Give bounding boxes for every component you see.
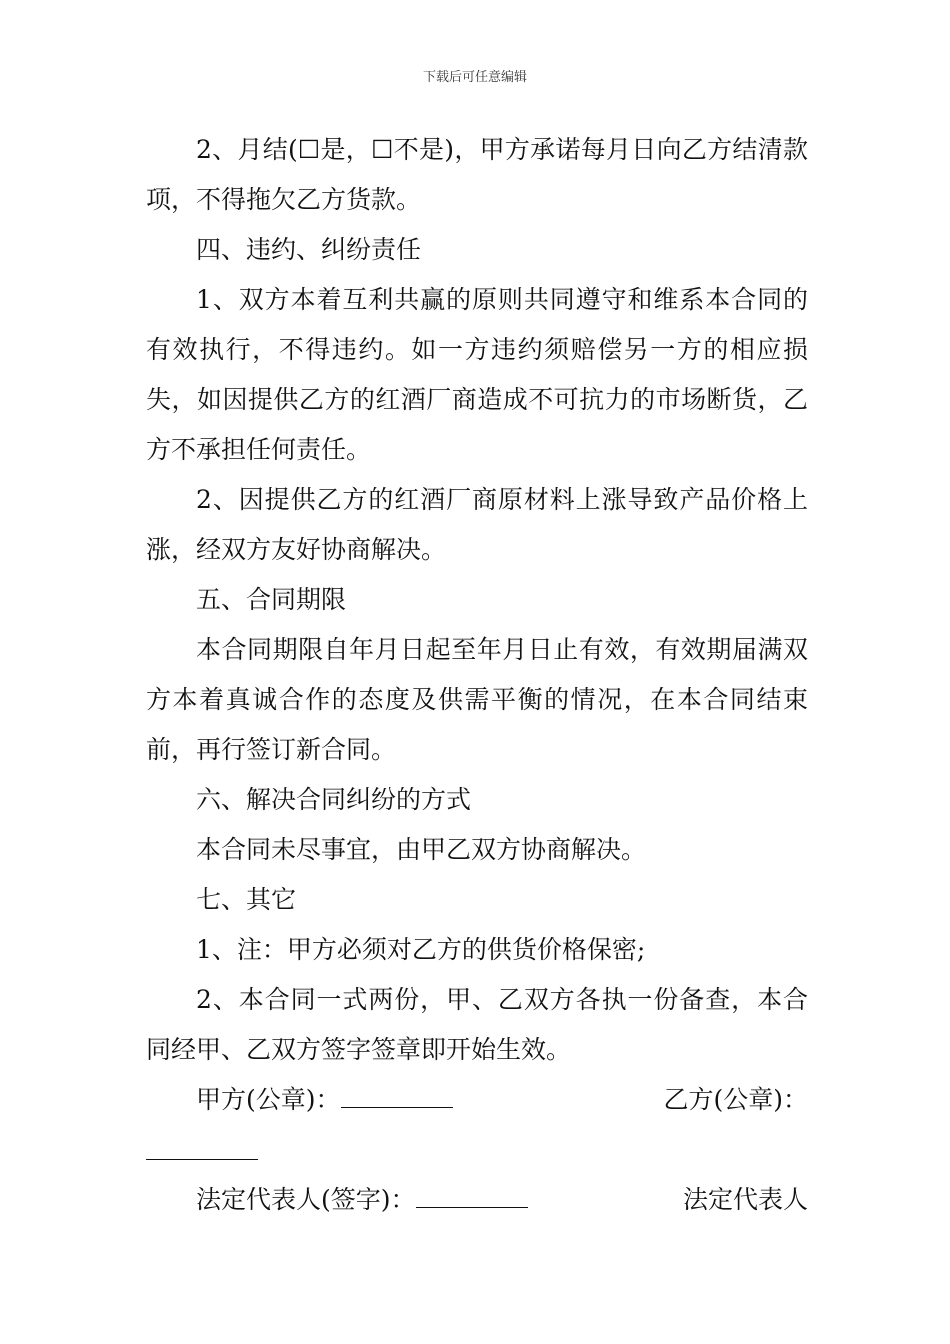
party-a-seal-label: 甲方(公章)：	[196, 1085, 341, 1114]
document-body	[146, 125, 808, 1225]
legal-rep-row	[146, 1175, 808, 1225]
party-a-seal-blank[interactable]	[341, 1077, 453, 1108]
paragraph-other-1: 1、注：甲方必须对乙方的供货价格保密;	[196, 935, 646, 964]
heading-breach-liability: 四、违约、纠纷责任	[196, 235, 422, 264]
paragraph-dispute-resolution: 本合同未尽事宜，由甲乙双方协商解决。	[196, 835, 647, 864]
paragraph-breach-1: 1、双方本着互利共赢的原则共同遵守和维系本合同的有效执行，不得违约。如一方违约须赔偿另一方的相应损失，如因提供乙方的红酒厂商造成不可抗力的市场断货，乙方不承担任何责任。	[146, 285, 808, 464]
party-b-seal-line	[146, 1125, 808, 1175]
party-a-seal	[196, 1075, 453, 1125]
legal-rep-a-blank[interactable]	[416, 1177, 528, 1208]
page-header: 下载后可任意编辑	[422, 70, 527, 85]
legal-rep-b-label: 法定代表人	[682, 1185, 808, 1214]
legal-rep-a	[196, 1175, 528, 1225]
paragraph-breach-2: 2、因提供乙方的红酒厂商原材料上涨导致产品价格上涨，经双方友好协商解决。	[146, 485, 808, 564]
seal-row	[146, 1075, 808, 1125]
heading-contract-term: 五、合同期限	[196, 585, 347, 614]
heading-other: 七、其它	[196, 885, 297, 914]
party-b-seal-blank[interactable]	[146, 1129, 258, 1160]
paragraph-contract-term: 本合同期限自年月日起至年月日止有效，有效期届满双方本着真诚合作的态度及供需平衡的情况，在本合同结束前，再行签订新合同。	[146, 635, 808, 764]
party-b-seal-label: 乙方(公章)：	[663, 1085, 808, 1114]
paragraph-monthly-settlement: 2、月结(☐是，☐不是)，甲方承诺每月日向乙方结清款项，不得拖欠乙方货款。	[146, 135, 808, 214]
heading-dispute-resolution: 六、解决合同纠纷的方式	[196, 785, 472, 814]
paragraph-other-2: 2、本合同一式两份，甲、乙双方各执一份备查，本合同经甲、乙双方签字签章即开始生效。	[146, 985, 808, 1064]
legal-rep-a-label: 法定代表人(签字)：	[196, 1185, 416, 1214]
